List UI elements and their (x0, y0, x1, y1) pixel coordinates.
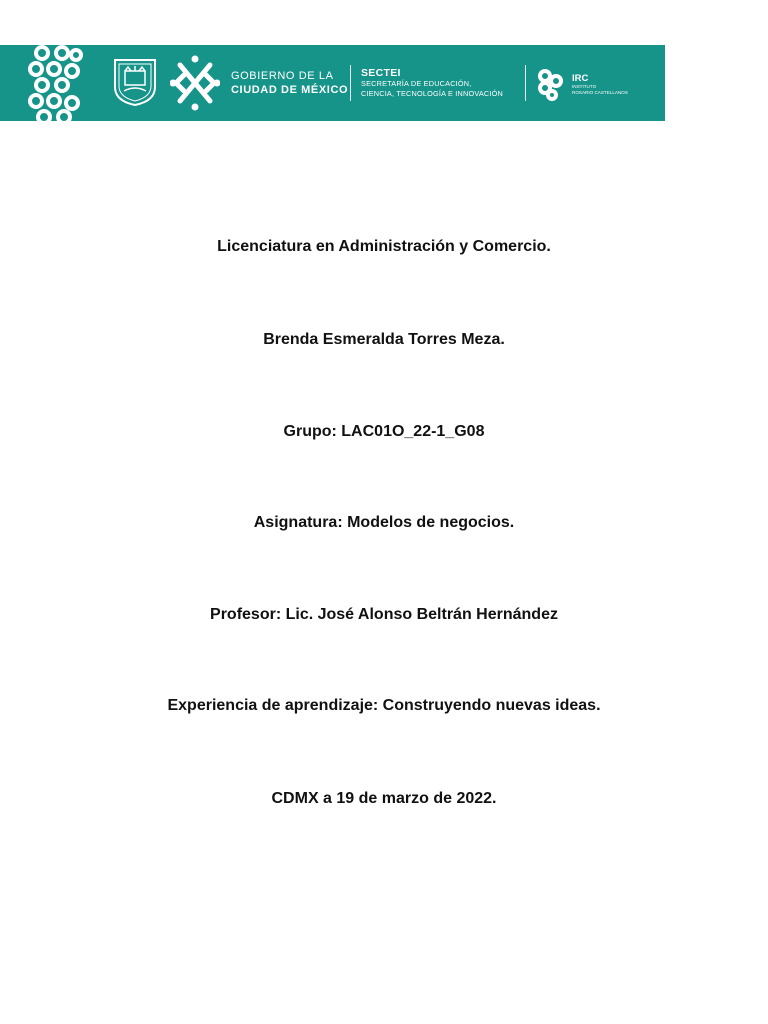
sectei-title: SECTEI (361, 67, 401, 79)
professor-line: Profesor: Lic. José Alonso Beltrán Hernández (210, 606, 558, 623)
divider (525, 65, 526, 101)
irc-title: IRC (572, 73, 589, 84)
cdmx-knot-icon (170, 55, 220, 111)
irc-logo-icon (536, 67, 564, 101)
group-line: Grupo: LAC01O_22-1_G08 (283, 423, 485, 440)
sectei-line-2: CIENCIA, TECNOLOGÍA E INNOVACIÓN (361, 89, 503, 98)
sectei-wordmark (361, 67, 503, 99)
sectei-line-1: SECRETARÍA DE EDUCACIÓN, (361, 79, 472, 88)
gov-line-1: GOBIERNO DE LA (231, 70, 334, 82)
student-name: Brenda Esmeralda Torres Meza. (263, 331, 505, 348)
irc-line-2: ROSARIO CASTELLANOS (572, 90, 628, 95)
degree-line: Licenciatura en Administración y Comercio. (217, 238, 551, 255)
subject-line: Asignatura: Modelos de negocios. (253, 514, 515, 531)
pattern-icon (28, 45, 84, 121)
header-banner (0, 45, 665, 121)
divider (350, 65, 351, 101)
date-line: CDMX a 19 de marzo de 2022. (271, 790, 497, 807)
government-wordmark (231, 69, 348, 97)
irc-wordmark (572, 73, 628, 96)
gov-line-2: CIUDAD DE MÉXICO (231, 84, 349, 96)
city-shield-icon (112, 57, 158, 107)
experience-line: Experiencia de aprendizaje: Construyendo nuevas ideas. (167, 697, 601, 714)
irc-line-1: INSTITUTO (572, 84, 597, 89)
